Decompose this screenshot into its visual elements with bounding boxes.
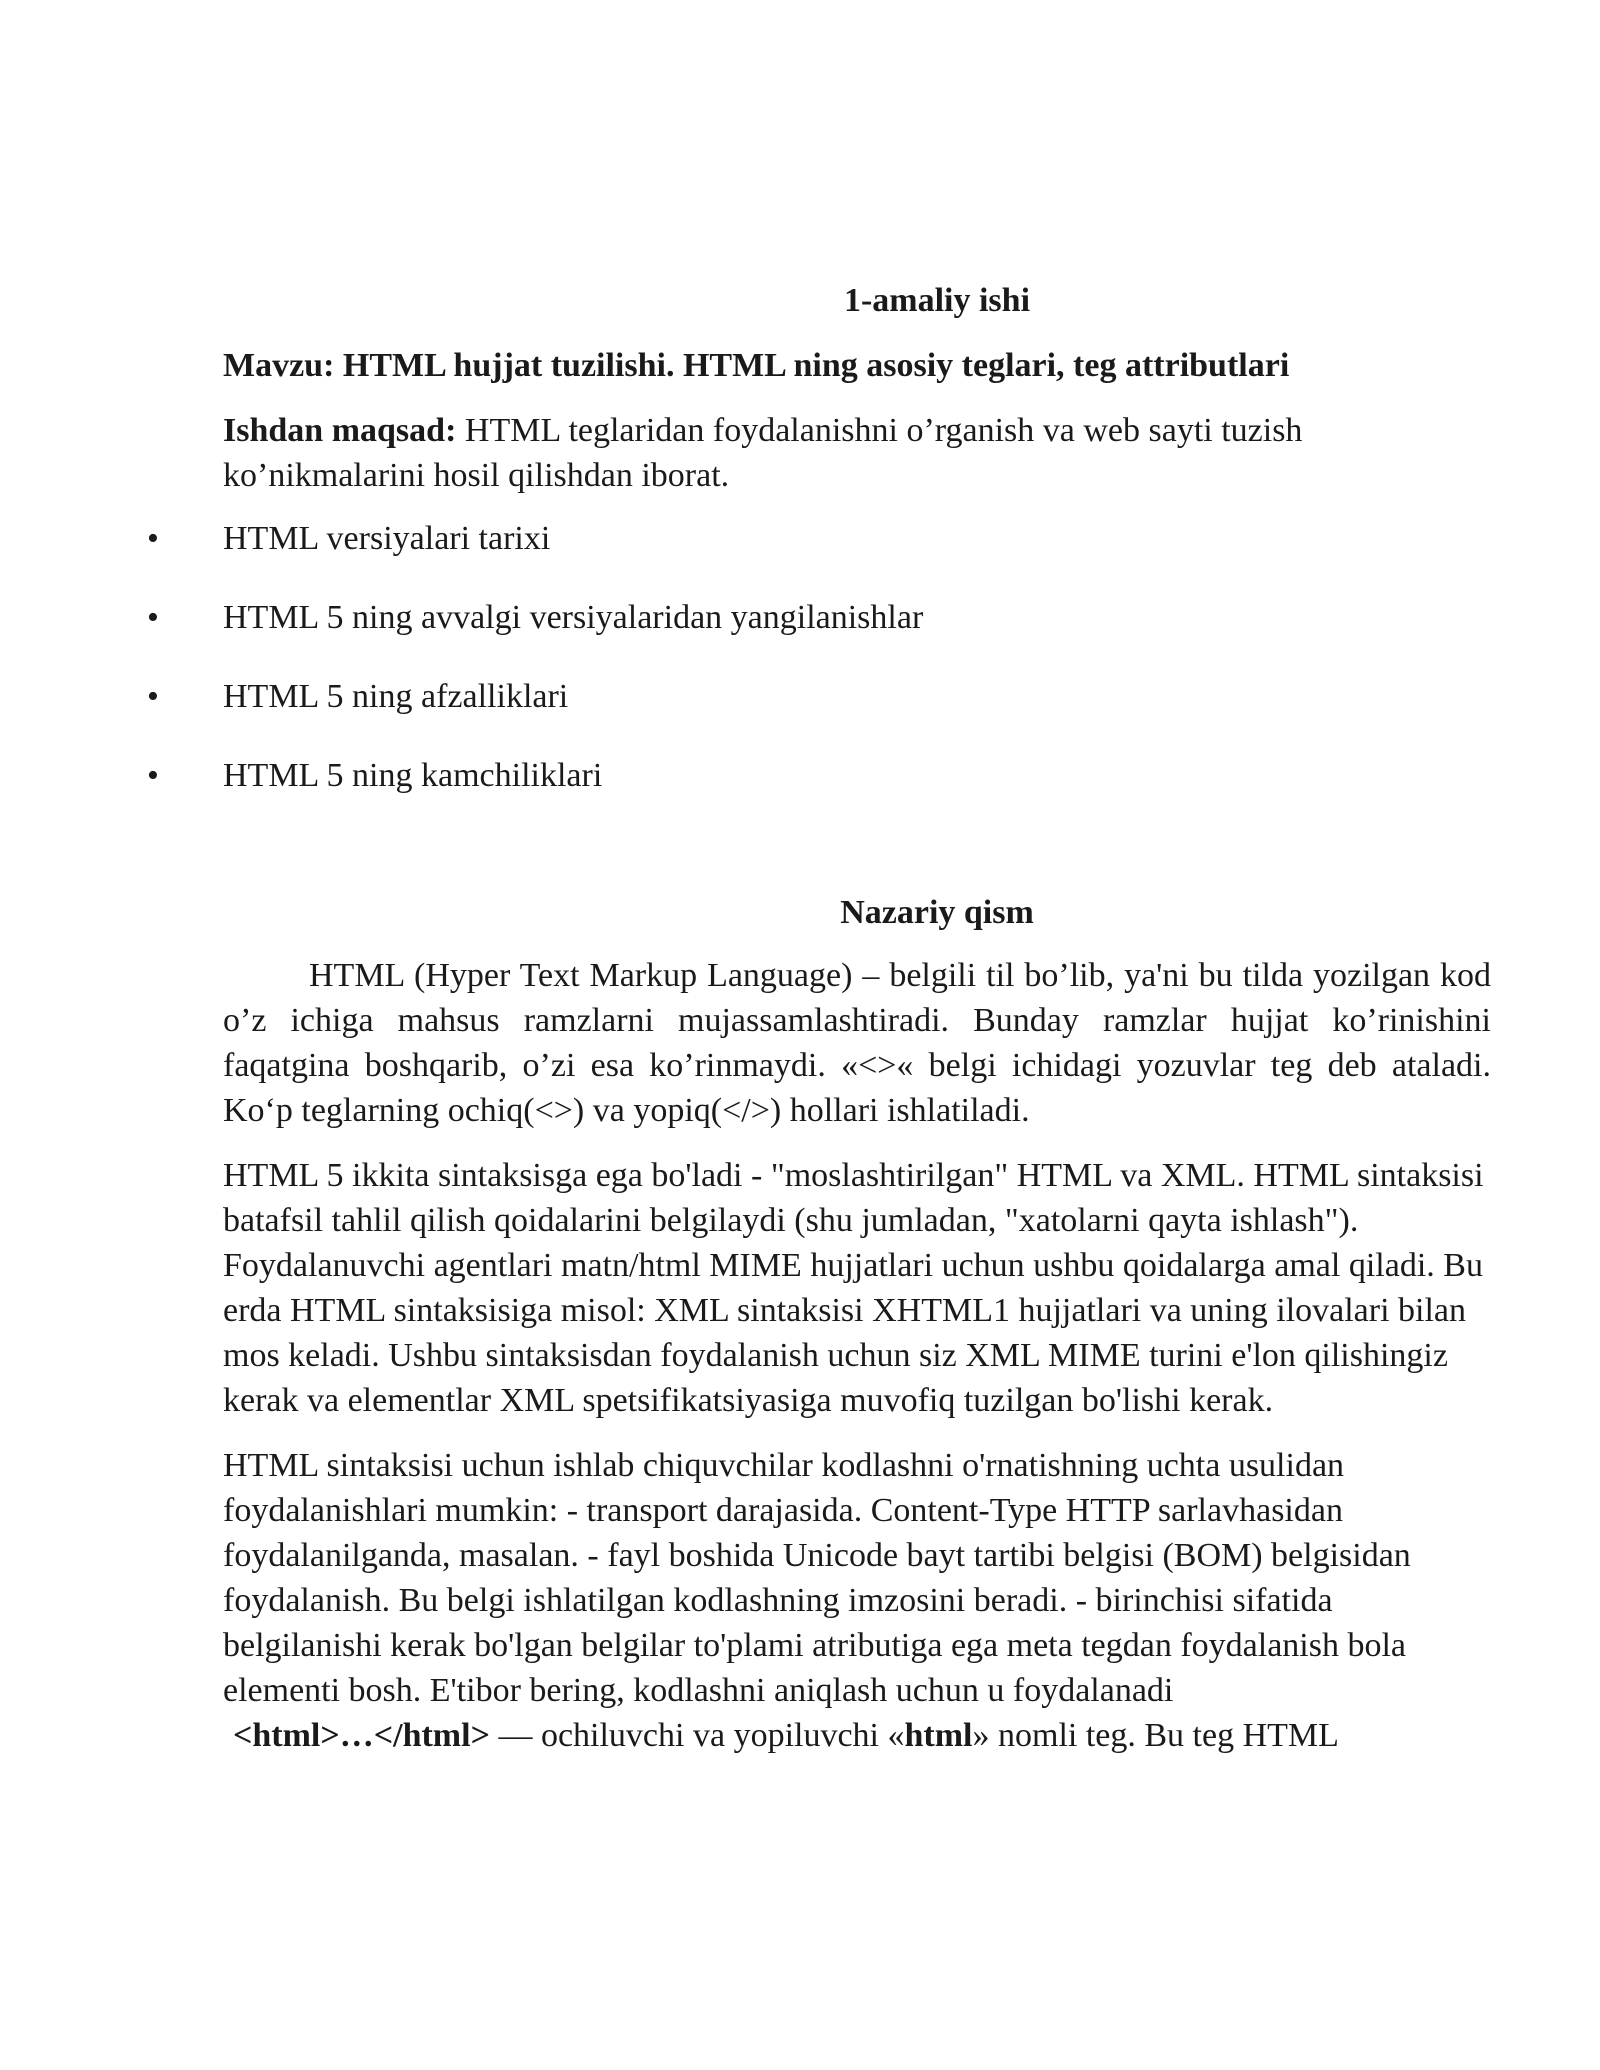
html-tag-text-b: » nomli teg. Bu teg HTML (972, 1717, 1339, 1754)
bullet-icon: • (147, 599, 159, 636)
topics-list (147, 516, 1491, 798)
list-item (147, 516, 1491, 561)
list-item (147, 595, 1491, 640)
list-item-text: HTML 5 ning afzalliklari (223, 678, 569, 715)
html-tag-text-a: — ochiluvchi va yopiluvchi « (489, 1717, 905, 1754)
paragraph-syntax: HTML 5 ikkita sintaksisga ega bo'ladi - "moslashtirilgan" HTML va XML. HTML sintaksisi batafsil tahlil qilish qoidalarini belgilaydi (shu jumladan, "xatolarni qayta ishlash"). Foydalanuvchi agentlari matn/html MIME hujjatlari uchun ushbu qoidalarga amal qiladi. Bu erda HTML sintaksisiga misol: XML sintaksisi XHTML1 hujjatlari va uning ilovalari bilan mos keladi. Ushbu sintaksisdan foydalanish uchun siz XML MIME turini e'lon qilishingiz kerak va elementlar XML spetsifikatsiyasiga muvofiq tuzilgan bo'lishi kerak. (223, 1157, 1484, 1419)
goal-label: Ishdan maqsad: (223, 412, 457, 449)
list-item-text: HTML 5 ning avvalgi versiyalaridan yangilanishlar (223, 599, 924, 636)
topic-heading: Mavzu: HTML hujjat tuzilishi. HTML ning asosiy teglari, teg attributlari (223, 347, 1290, 384)
paragraph-intro: HTML (Hyper Text Markup Language) – belgili til bo’lib, ya'ni bu tilda yozilgan kod o’z ichiga mahsus ramzlarni mujassamlashtiradi. Bunday ramzlar hujjat ko’rinishini faqatgina boshqarib, o’zi esa ko’rinmaydi. «<>« belgi ichidagi yozuvlar teg deb ataladi. Ko‘p teglarning ochiq(<>) va yopiq(</>) hollari ishlatiladi. (223, 957, 1491, 1129)
goal-paragraph (223, 408, 1491, 498)
bullet-icon: • (147, 520, 159, 557)
goal-text: HTML teglaridan foydalanishni o’rganish va web sayti tuzish ko’nikmalarini hosil qilishdan iborat. (223, 412, 1303, 494)
list-item-text: HTML versiyalari tarixi (223, 520, 551, 557)
document-content (147, 278, 1491, 1758)
paragraph-encoding: HTML sintaksisi uchun ishlab chiquvchilar kodlashni o'rnatishning uchta usulidan foydalanishlari mumkin: - transport darajasida. Content-Type HTTP sarlavhasidan foydalanilganda, masalan. - fayl boshida Unicode bayt tartibi belgisi (BOM) belgisidan foydalanish. Bu belgi ishlatilgan kodlashning imzosini beradi. - birinchisi sifatida belgilanishi kerak bo'lgan belgilar to'plami atributiga ega meta tegdan foydalanish bola elementi bosh. E'tibor bering, kodlashni aniqlash uchun u foydalanadi (223, 1447, 1411, 1709)
list-item (147, 753, 1491, 798)
list-item (147, 674, 1491, 719)
document-title: 1-amaliy ishi (843, 282, 1031, 319)
bullet-icon: • (147, 678, 159, 715)
html-tag-line (223, 1713, 1491, 1758)
html-tag-code: <html>…</html> (233, 1717, 490, 1754)
section-title: Nazariy qism (840, 894, 1034, 931)
bullet-icon: • (147, 757, 159, 794)
html-tag-name: html (904, 1717, 973, 1754)
list-item-text: HTML 5 ning kamchiliklari (223, 757, 603, 794)
